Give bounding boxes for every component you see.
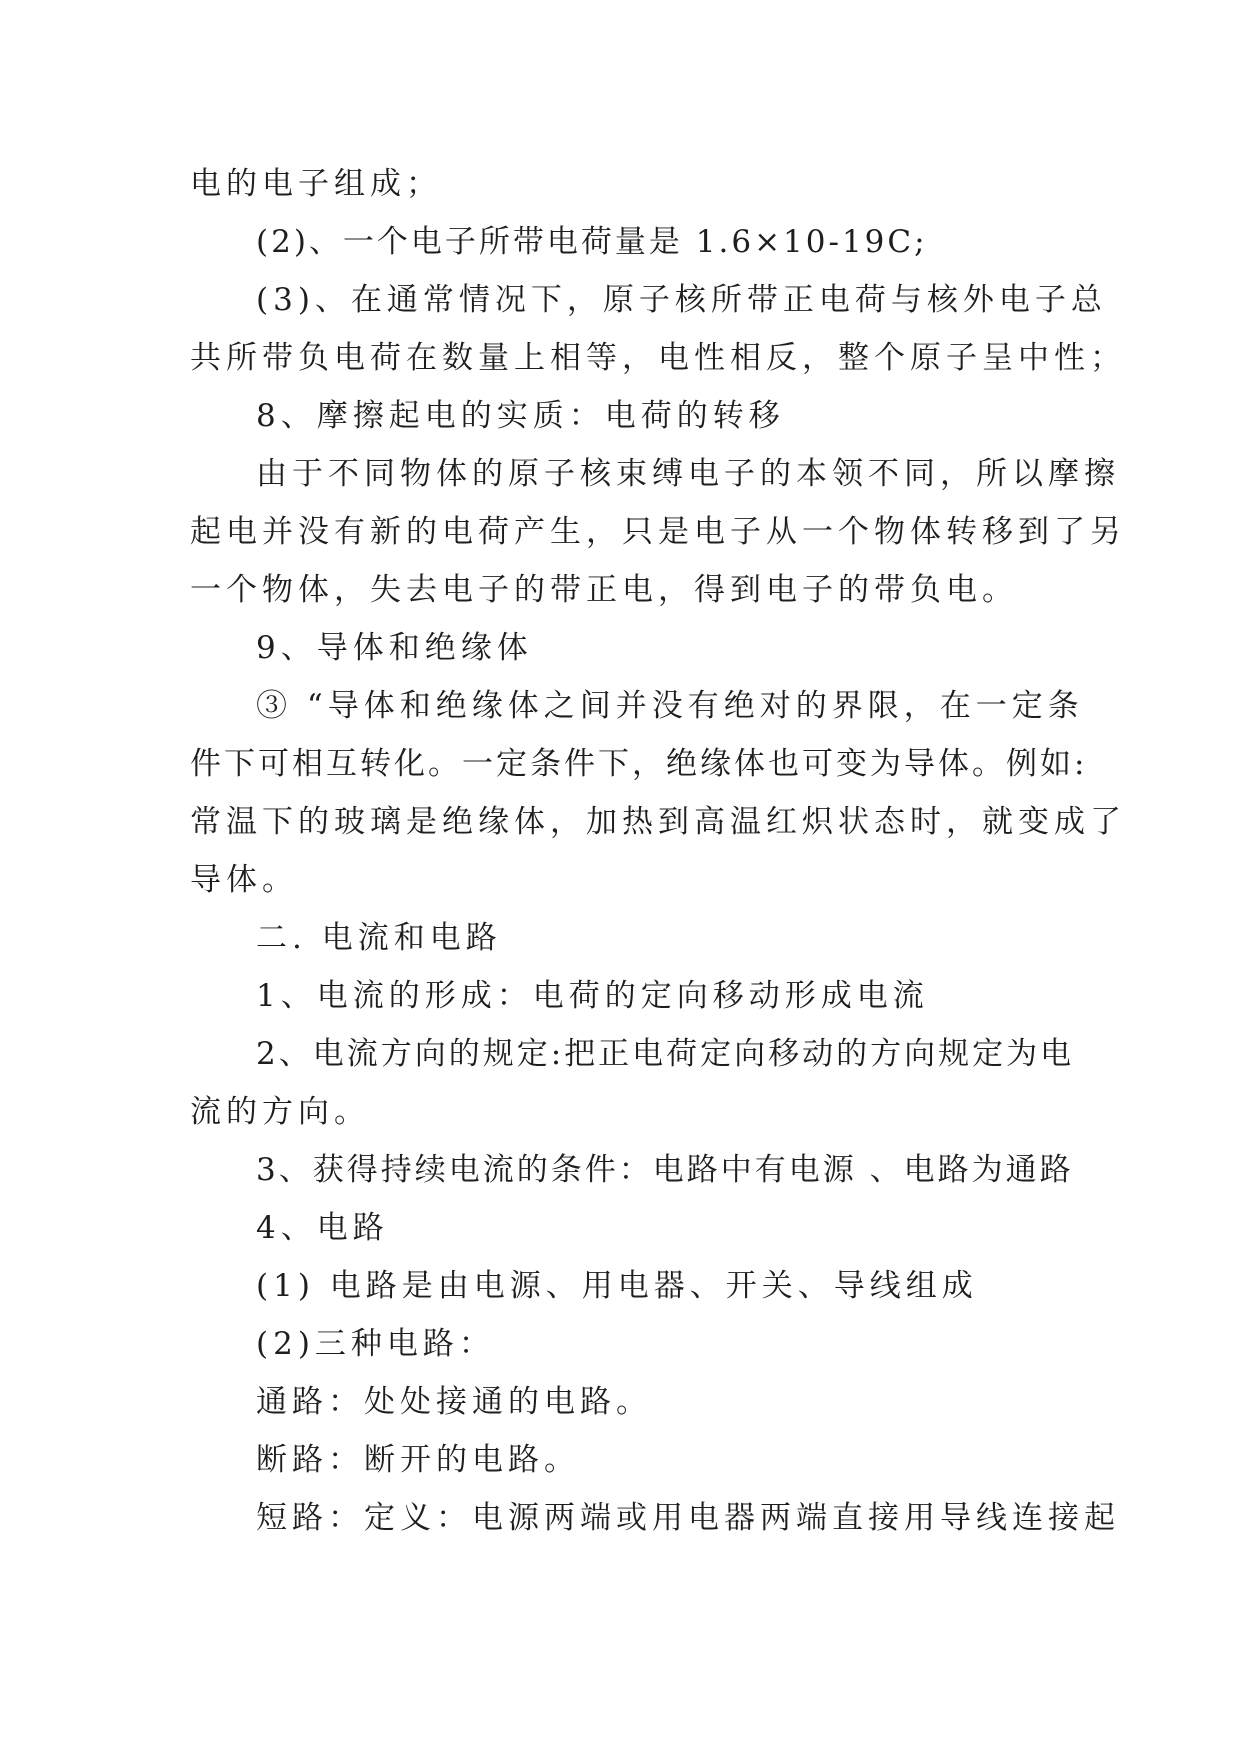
text-line: 件下可相互转化。一定条件下，绝缘体也可变为导体。例如: <box>190 746 1088 782</box>
text-line: 2、电流方向的规定:把正电荷定向移动的方向规定为电 <box>256 1036 1075 1072</box>
text-line: 4、电路 <box>256 1210 389 1246</box>
text-line: 导体。 <box>190 862 298 898</box>
text-line: 8、摩擦起电的实质：电荷的转移 <box>256 398 785 434</box>
text-line: (2)三种电路： <box>256 1326 495 1362</box>
text-line: 断路：断开的电路。 <box>256 1442 580 1478</box>
section-heading: 二. 电流和电路 <box>256 920 502 956</box>
text-line: 1、电流的形成：电荷的定向移动形成电流 <box>256 978 929 1014</box>
text-line: 共所带负电荷在数量上相等，电性相反，整个原子呈中性； <box>190 340 1126 376</box>
text-line: 流的方向。 <box>190 1094 370 1130</box>
text-line: 一个物体，失去电子的带正电，得到电子的带负电。 <box>190 572 1018 608</box>
text-line: 3、获得持续电流的条件：电路中有电源 、电路为通路 <box>256 1152 1074 1188</box>
text-line: 电的电子组成； <box>190 166 442 202</box>
text-line: 常温下的玻璃是绝缘体，加热到高温红炽状态时，就变成了 <box>190 804 1126 840</box>
text-line: (1) 电路是由电源、用电器、开关、导线组成 <box>256 1268 978 1304</box>
text-line: 起电并没有新的电荷产生，只是电子从一个物体转移到了另 <box>190 514 1126 550</box>
text-line: 9、导体和绝缘体 <box>256 630 533 666</box>
text-line: ③ “导体和绝缘体之间并没有绝对的界限，在一定条 <box>256 688 1084 724</box>
text-line: 短路：定义：电源两端或用电器两端直接用导线连接起 <box>256 1500 1120 1536</box>
text-line: 由于不同物体的原子核束缚电子的本领不同，所以摩擦 <box>256 456 1120 492</box>
text-line: (3)、在通常情况下，原子核所带正电荷与核外电子总 <box>256 282 1107 318</box>
text-line: (2)、一个电子所带电荷量是 1.6×10-19C; <box>256 224 928 260</box>
text-line: 通路：处处接通的电路。 <box>256 1384 652 1420</box>
